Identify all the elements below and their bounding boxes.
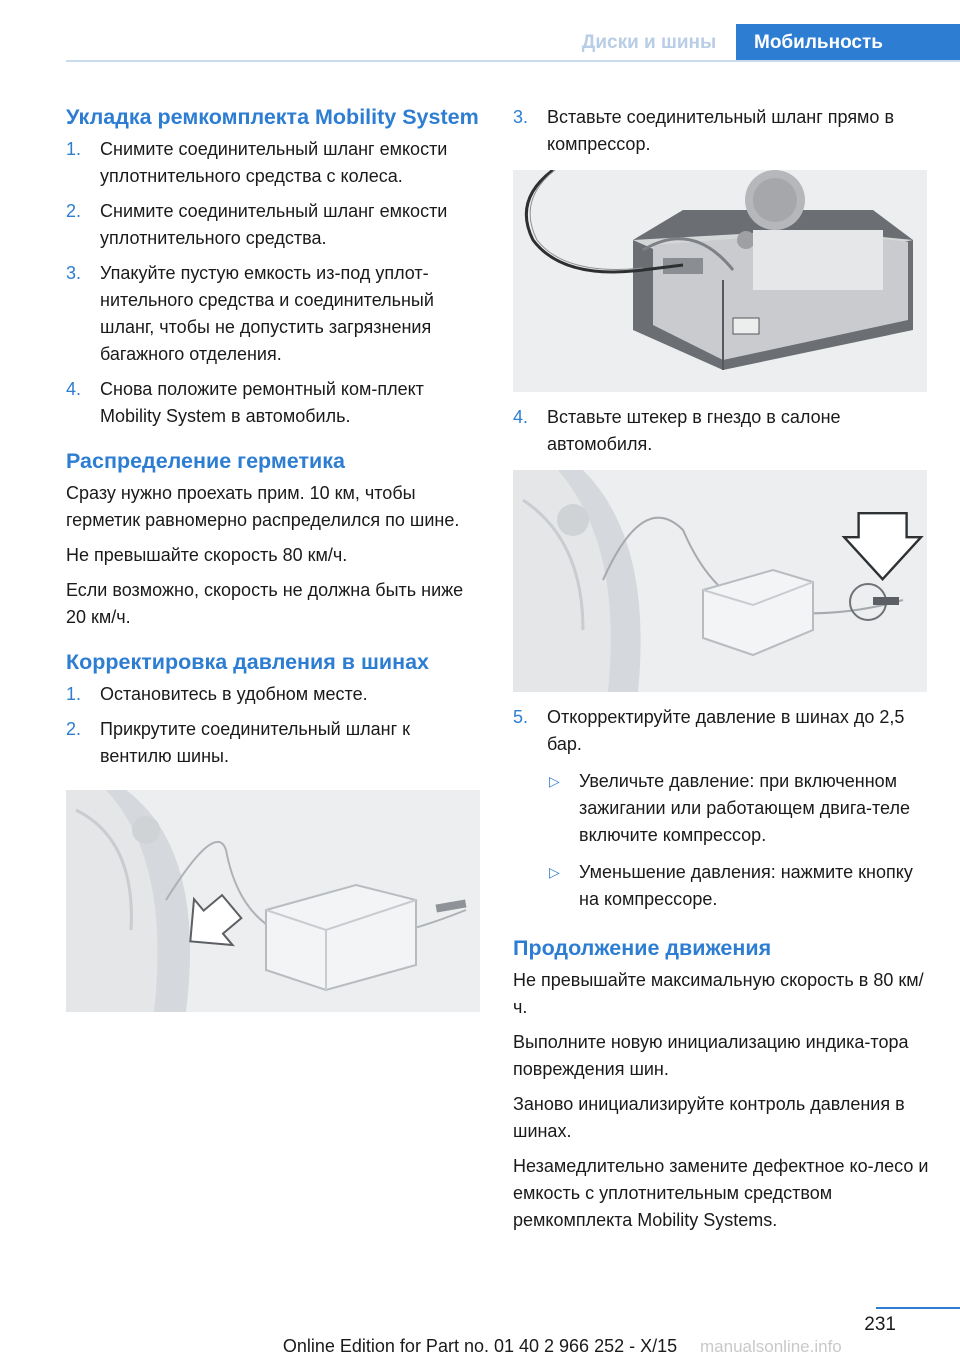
- step-number: 5.: [513, 707, 529, 727]
- paragraph: Незамедлительно замените дефектное ко-лесо и емкость с уплотнительным средством ремкомплекта Mobility Systems.: [513, 1156, 929, 1230]
- paragraph: Выполните новую инициализацию индика-тора повреждения шин.: [513, 1032, 909, 1079]
- page-number-rule: [876, 1307, 960, 1309]
- section-title-distribution: Распределение герметика: [66, 449, 345, 473]
- right-column: [513, 104, 933, 1234]
- step-number: 1.: [66, 684, 82, 704]
- paragraph: Не превышайте максимальную скорость в 80 км/ч.: [513, 970, 924, 1017]
- step-number: 4.: [66, 379, 82, 399]
- step-text: Снимите соединительный шланг емкости уплотнительного средства с колеса.: [100, 139, 448, 186]
- step-number: 4.: [513, 407, 529, 427]
- page-number: 231: [864, 1314, 896, 1335]
- figure-hose-into-compressor: [513, 170, 927, 392]
- list-item: [66, 681, 480, 708]
- edition-footer: Online Edition for Part no. 01 40 2 966 252 - X/15: [282, 1336, 678, 1356]
- step-text: Снимите соединительный шланг емкости уплотнительного средства.: [100, 201, 448, 248]
- list-item: [66, 716, 480, 770]
- list-item: [513, 704, 933, 758]
- sub-list-item: [513, 768, 933, 849]
- step-text: Вставьте штекер в гнездо в салоне автомобиля.: [547, 407, 841, 454]
- section-title-pressure: Корректировка давления в шинах: [66, 650, 429, 674]
- step-number: 3.: [513, 107, 529, 127]
- step-text: Откорректируйте давление в шинах до 2,5 бар.: [547, 707, 905, 754]
- list-item: [66, 376, 480, 430]
- figure-hose-to-valve: [66, 790, 480, 1012]
- step-number: 2.: [66, 201, 82, 221]
- step-number: 1.: [66, 139, 82, 159]
- paragraph: Сразу нужно проехать прим. 10 км, чтобы герметик равномерно распределился по шине.: [66, 483, 460, 530]
- header-tab-mobility[interactable]: Мобильность: [736, 24, 960, 62]
- paragraph: Не превышайте скорость 80 км/ч.: [66, 545, 348, 565]
- figure-plug-into-socket: [513, 470, 927, 692]
- list-item: [66, 136, 480, 190]
- step-number: 3.: [66, 263, 82, 283]
- step-text: Вставьте соединительный шланг прямо в компрессор.: [547, 107, 895, 154]
- watermark: manualsonline.info: [700, 1337, 842, 1356]
- sub-list-item: [513, 859, 933, 913]
- left-column: [66, 104, 480, 1012]
- list-item: [513, 104, 933, 158]
- list-item: [66, 260, 480, 368]
- step-text: Снова положите ремонтный ком-плект Mobility System в автомобиль.: [100, 379, 424, 426]
- triangle-right-icon: ▷: [549, 773, 560, 789]
- header-divider: [66, 60, 960, 62]
- list-item: [513, 404, 933, 458]
- paragraph: Заново инициализируйте контроль давления в шинах.: [513, 1094, 905, 1141]
- list-item: [66, 198, 480, 252]
- header-tab-wheels-tires[interactable]: Диски и шины: [581, 32, 717, 53]
- section-title-continue: Продолжение движения: [513, 936, 772, 960]
- sub-step-text: Уменьшение давления: нажмите кнопку на компрессоре.: [579, 862, 913, 909]
- step-number: 2.: [66, 719, 82, 739]
- triangle-right-icon: ▷: [549, 864, 560, 880]
- paragraph: Если возможно, скорость не должна быть ниже 20 км/ч.: [66, 580, 464, 627]
- step-text: Прикрутите соединительный шланг к вентилю шины.: [100, 719, 411, 766]
- step-text: Остановитесь в удобном месте.: [100, 684, 368, 704]
- section-title-stowing: Укладка ремкомплекта Mobility System: [66, 105, 479, 129]
- sub-step-text: Увеличьте давление: при включенном зажигании или работающем двига-теле включите компрессор.: [579, 771, 910, 845]
- step-text: Упакуйте пустую емкость из-под уплот-нительного средства и соединительный шланг, чтобы не допустить загрязнения багажного отделения.: [100, 263, 434, 364]
